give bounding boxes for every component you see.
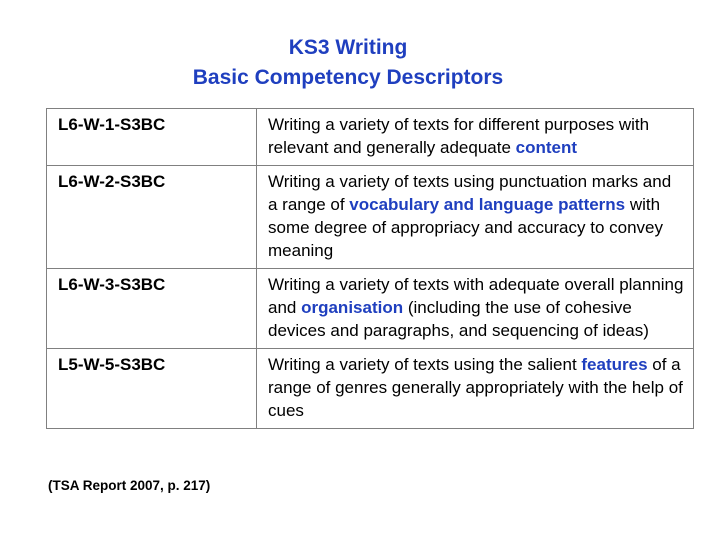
descriptor-keyword: content — [515, 138, 578, 157]
descriptor-text-after: (including the use of cohesive devices and paragraphs, and sequencing of ideas) — [268, 298, 649, 340]
descriptor-keyword: features — [581, 355, 648, 374]
table-row — [47, 269, 694, 349]
table-row — [47, 109, 694, 166]
descriptor-keyword: organisation — [301, 298, 404, 317]
descriptor-text-after: with some degree of appropriacy and accuracy to convey meaning — [268, 195, 664, 260]
descriptor-text — [257, 269, 694, 349]
descriptor-text-before: Writing a variety of texts using the salient — [268, 355, 582, 374]
descriptor-code: L6-W-2-S3BC — [47, 166, 257, 269]
descriptor-code: L5-W-5-S3BC — [47, 349, 257, 429]
page-title-line-1: KS3 Writing — [288, 36, 408, 59]
descriptor-text-before: Writing a variety of texts using punctuation marks and a range of — [268, 172, 672, 214]
page-title-line-2: Basic Competency Descriptors — [192, 66, 504, 89]
descriptor-text — [257, 166, 694, 269]
table-row — [47, 349, 694, 429]
table-row — [47, 166, 694, 269]
descriptor-text-before: Writing a variety of texts with adequate overall planning and — [268, 275, 684, 317]
descriptor-text — [257, 109, 694, 166]
descriptor-code: L6-W-1-S3BC — [47, 109, 257, 166]
descriptor-keyword: vocabulary and language patterns — [349, 195, 626, 214]
descriptors-table — [46, 108, 694, 429]
descriptor-text-before: Writing a variety of texts for different purposes with relevant and generally adequate — [268, 115, 650, 157]
descriptor-text-after: of a range of genres generally appropriately with the help of cues — [268, 355, 683, 420]
source-citation: (TSA Report 2007, p. 217) — [48, 478, 211, 493]
descriptor-code: L6-W-3-S3BC — [47, 269, 257, 349]
descriptor-text — [257, 349, 694, 429]
